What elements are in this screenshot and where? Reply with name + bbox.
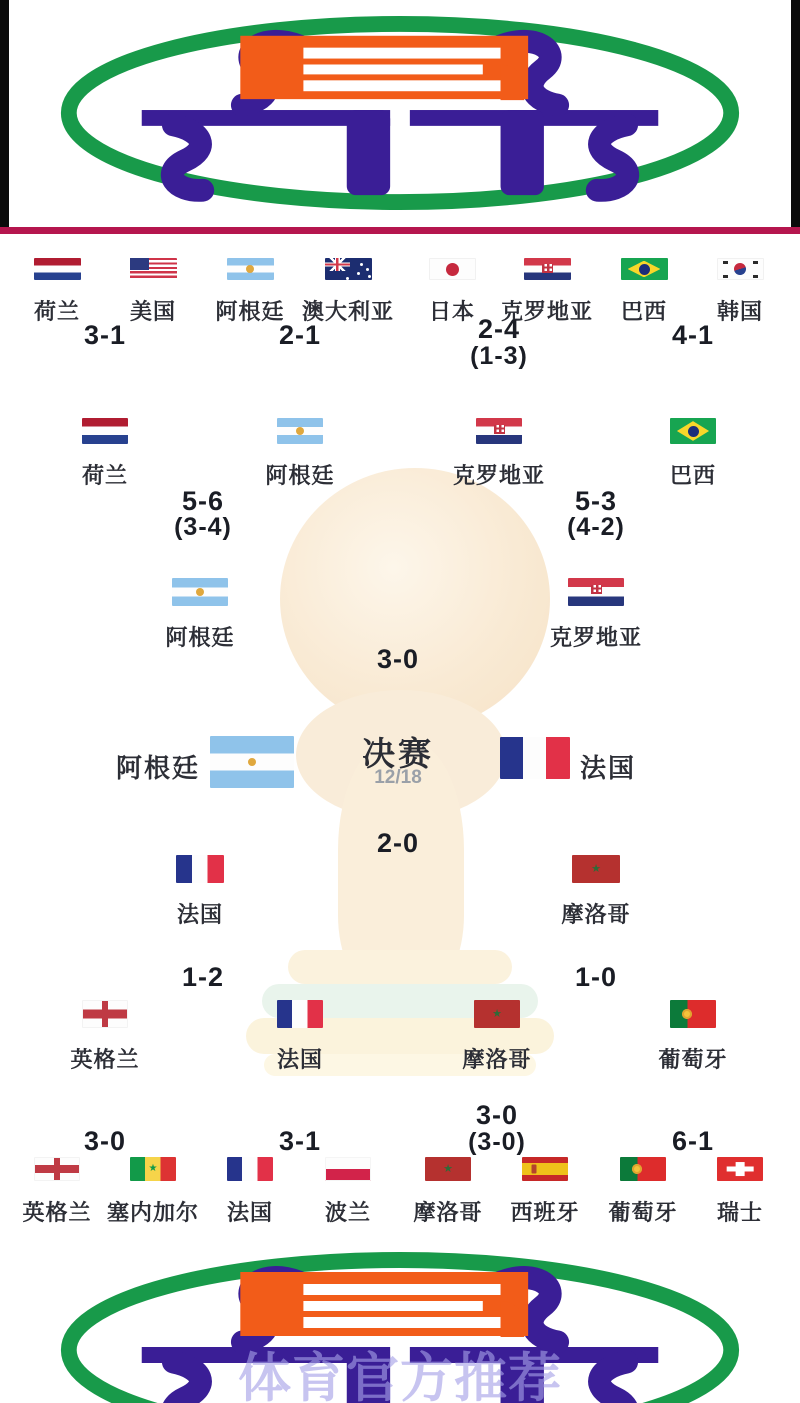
penalty-score: (3-0) bbox=[468, 1128, 526, 1156]
flag-icon bbox=[620, 1157, 666, 1181]
flag-icon bbox=[429, 258, 476, 280]
flag-icon bbox=[670, 1000, 716, 1028]
team-slot bbox=[300, 258, 396, 326]
team-name: 英格兰 bbox=[70, 1047, 140, 1072]
team-slot bbox=[202, 1157, 298, 1227]
red-divider bbox=[0, 227, 800, 234]
team-slot bbox=[252, 418, 348, 490]
flag-icon bbox=[572, 855, 620, 883]
flag-icon bbox=[176, 855, 224, 883]
team-name: 巴西 bbox=[620, 299, 667, 324]
team-name: 瑞士 bbox=[716, 1200, 763, 1225]
flag-icon bbox=[717, 1157, 763, 1181]
team-slot bbox=[449, 1000, 545, 1074]
team-name: 韩国 bbox=[716, 299, 763, 324]
team-name: 荷兰 bbox=[33, 299, 80, 324]
trophy-watermark-base-1 bbox=[288, 950, 512, 984]
watermark-text: 体育官方推荐 bbox=[238, 1349, 562, 1403]
flag-icon bbox=[172, 578, 228, 606]
team-name: 荷兰 bbox=[81, 463, 128, 488]
team-slot bbox=[57, 418, 153, 490]
flag-icon bbox=[210, 736, 294, 788]
flag-icon bbox=[34, 1157, 80, 1181]
match-score: 3-0 bbox=[475, 1100, 519, 1130]
team-name: 摩洛哥 bbox=[462, 1047, 532, 1072]
match-score: 5-6 bbox=[181, 486, 225, 516]
team-slot bbox=[252, 1000, 348, 1074]
match-score: 3-0 bbox=[83, 1126, 127, 1156]
flag-icon bbox=[500, 737, 570, 779]
team-name: 法国 bbox=[226, 1200, 273, 1225]
team-slot bbox=[400, 1157, 496, 1227]
flag-icon bbox=[82, 1000, 128, 1028]
brand-logo-top bbox=[55, 14, 745, 212]
team-slot bbox=[9, 258, 105, 326]
final-away-name: 法国 bbox=[580, 753, 637, 783]
team-name: 澳大利亚 bbox=[301, 299, 394, 324]
match-score: 3-1 bbox=[83, 320, 127, 350]
team-slot bbox=[548, 578, 644, 652]
team-name: 日本 bbox=[428, 299, 475, 324]
team-name: 波兰 bbox=[324, 1200, 371, 1225]
team-slot bbox=[9, 1157, 105, 1227]
left-black-strip bbox=[0, 0, 9, 227]
final-home-name: 阿根廷 bbox=[115, 753, 200, 783]
match-score: 1-2 bbox=[181, 962, 225, 992]
team-name: 西班牙 bbox=[510, 1200, 580, 1225]
right-black-strip bbox=[791, 0, 800, 227]
team-slot bbox=[595, 1157, 691, 1227]
flag-icon bbox=[670, 418, 716, 444]
flag-icon bbox=[82, 418, 128, 444]
flag-icon bbox=[425, 1157, 471, 1181]
team-slot bbox=[105, 258, 201, 326]
flag-icon bbox=[227, 1157, 273, 1181]
team-slot bbox=[645, 1000, 741, 1074]
team-slot bbox=[692, 258, 788, 326]
flag-icon bbox=[130, 258, 177, 280]
team-name: 英格兰 bbox=[22, 1200, 92, 1225]
team-slot bbox=[57, 1000, 153, 1074]
flag-icon bbox=[277, 1000, 323, 1028]
match-score: 1-0 bbox=[574, 962, 618, 992]
penalty-score: (1-3) bbox=[470, 342, 528, 370]
team-name: 阿根廷 bbox=[215, 299, 285, 324]
team-slot bbox=[202, 258, 298, 326]
team-name: 法国 bbox=[276, 1047, 323, 1072]
team-name: 葡萄牙 bbox=[608, 1200, 678, 1225]
team-slot bbox=[451, 418, 547, 490]
match-score: 2-1 bbox=[278, 320, 322, 350]
flag-icon bbox=[474, 1000, 520, 1028]
team-slot bbox=[152, 855, 248, 929]
team-slot bbox=[596, 258, 692, 326]
team-name: 克罗地亚 bbox=[452, 463, 545, 488]
team-slot bbox=[692, 1157, 788, 1227]
flag-icon bbox=[621, 258, 668, 280]
match-score: 6-1 bbox=[671, 1126, 715, 1156]
team-name: 阿根廷 bbox=[165, 625, 235, 650]
team-name: 摩洛哥 bbox=[413, 1200, 483, 1225]
flag-icon bbox=[325, 1157, 371, 1181]
team-name: 巴西 bbox=[669, 463, 716, 488]
penalty-score: (3-4) bbox=[174, 513, 232, 541]
team-name: 美国 bbox=[129, 299, 176, 324]
flag-icon bbox=[34, 258, 81, 280]
team-name: 塞内加尔 bbox=[106, 1200, 199, 1225]
team-slot bbox=[152, 578, 248, 652]
match-score: 3-0 bbox=[376, 644, 420, 674]
flag-icon bbox=[325, 258, 372, 280]
penalty-score: (4-2) bbox=[567, 513, 625, 541]
team-slot bbox=[497, 1157, 593, 1227]
flag-icon bbox=[524, 258, 571, 280]
match-score: 2-4 bbox=[477, 314, 521, 344]
team-name: 克罗地亚 bbox=[549, 625, 642, 650]
team-slot bbox=[300, 1157, 396, 1227]
final-date: 12/18 bbox=[374, 767, 422, 788]
flag-icon bbox=[227, 258, 274, 280]
match-score: 3-1 bbox=[278, 1126, 322, 1156]
final-title: 决赛 bbox=[362, 735, 434, 772]
match-score: 5-3 bbox=[574, 486, 618, 516]
team-name: 克罗地亚 bbox=[500, 299, 593, 324]
flag-icon bbox=[130, 1157, 176, 1181]
team-name: 法国 bbox=[176, 902, 223, 927]
match-score: 2-0 bbox=[376, 828, 420, 858]
team-name: 阿根廷 bbox=[265, 463, 335, 488]
team-slot bbox=[645, 418, 741, 490]
flag-icon bbox=[717, 258, 764, 280]
flag-icon bbox=[476, 418, 522, 444]
flag-icon bbox=[277, 418, 323, 444]
team-name: 摩洛哥 bbox=[561, 902, 631, 927]
match-score: 4-1 bbox=[671, 320, 715, 350]
team-name: 葡萄牙 bbox=[658, 1047, 728, 1072]
team-slot bbox=[105, 1157, 201, 1227]
flag-icon bbox=[522, 1157, 568, 1181]
team-slot bbox=[548, 855, 644, 929]
flag-icon bbox=[568, 578, 624, 606]
